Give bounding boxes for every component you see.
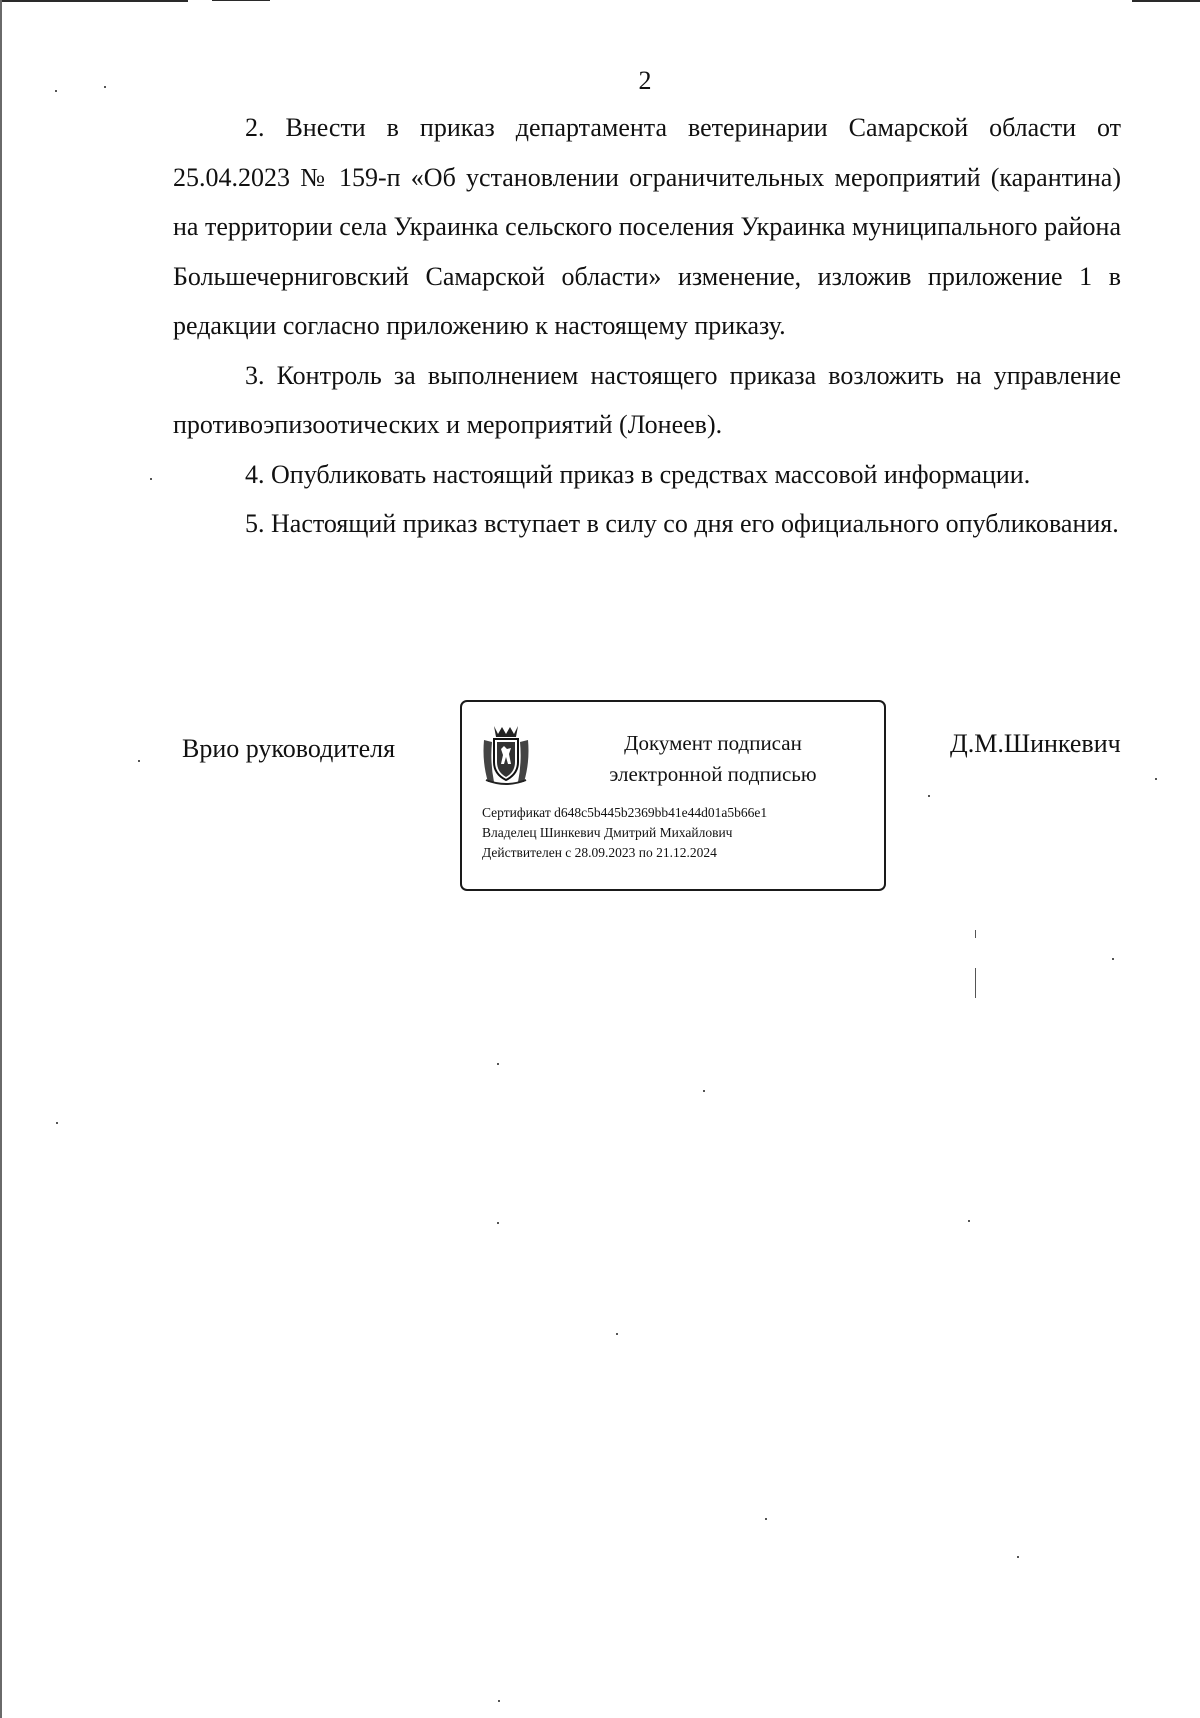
scan-speck xyxy=(56,1122,58,1124)
scan-speck xyxy=(703,1090,705,1092)
scan-edge-top-mid xyxy=(212,0,270,1)
stamp-certificate: Сертификат d648c5b445b2369bb41e44d01a5b66e1 xyxy=(482,805,768,820)
scan-speck xyxy=(104,86,106,88)
scan-edge-left xyxy=(0,0,2,1718)
scan-speck xyxy=(968,1220,970,1222)
document-body xyxy=(173,103,1121,549)
scan-speck xyxy=(138,760,140,762)
scan-edge-top-right xyxy=(1132,0,1200,2)
signatory-position: Врио руководителя xyxy=(182,734,396,763)
scan-speck xyxy=(928,795,930,797)
scan-speck xyxy=(1112,958,1114,960)
paragraph-effective-date: 5. Настоящий приказ вступает в силу со дня его официального опубликования. xyxy=(245,509,1119,538)
signatory-name: Д.М.Шинкевич xyxy=(950,729,1121,758)
scan-speck xyxy=(1017,1556,1019,1558)
electronic-signature-stamp xyxy=(460,700,886,891)
stamp-title-line2: электронной подписью xyxy=(609,762,817,786)
stamp-owner: Владелец Шинкевич Дмитрий Михайлович xyxy=(482,825,733,840)
scan-speck xyxy=(765,1518,767,1520)
stamp-validity: Действителен с 28.09.2023 по 21.12.2024 xyxy=(482,845,717,860)
samara-region-coat-of-arms-icon xyxy=(480,722,532,786)
scan-speck xyxy=(975,930,976,938)
stamp-title-line1: Документ подписан xyxy=(624,731,802,755)
scan-speck xyxy=(1155,778,1157,780)
stamp-title xyxy=(558,728,868,790)
paragraph-publication: 4. Опубликовать настоящий приказ в средствах массовой информации. xyxy=(245,459,1031,489)
scan-speck xyxy=(616,1333,618,1335)
page-number: 2 xyxy=(638,66,652,95)
scan-speck xyxy=(497,1222,499,1224)
scan-speck xyxy=(150,478,152,480)
paragraph-amendment: 2. Внести в приказ департамента ветеринарии Самарской области от 25.04.2023 № 159-п «Об установлении ограничительных мероприятий (карантина) на территории села Украинка сельского поселения Украинка муниципального района Большечерниговский Самарской области» изменение, изложив приложение 1 в редакции согласно приложению к настоящему приказу. xyxy=(173,113,1121,340)
scan-speck xyxy=(975,968,976,998)
scan-speck xyxy=(498,1700,500,1702)
scan-speck xyxy=(55,90,57,92)
scan-edge-top-left xyxy=(0,0,188,2)
stamp-details xyxy=(482,803,767,863)
scan-speck xyxy=(497,1063,499,1065)
paragraph-control: 3. Контроль за выполнением настоящего приказа возложить на управление противоэпизоотических и мероприятий (Лонеев). xyxy=(173,360,1121,439)
